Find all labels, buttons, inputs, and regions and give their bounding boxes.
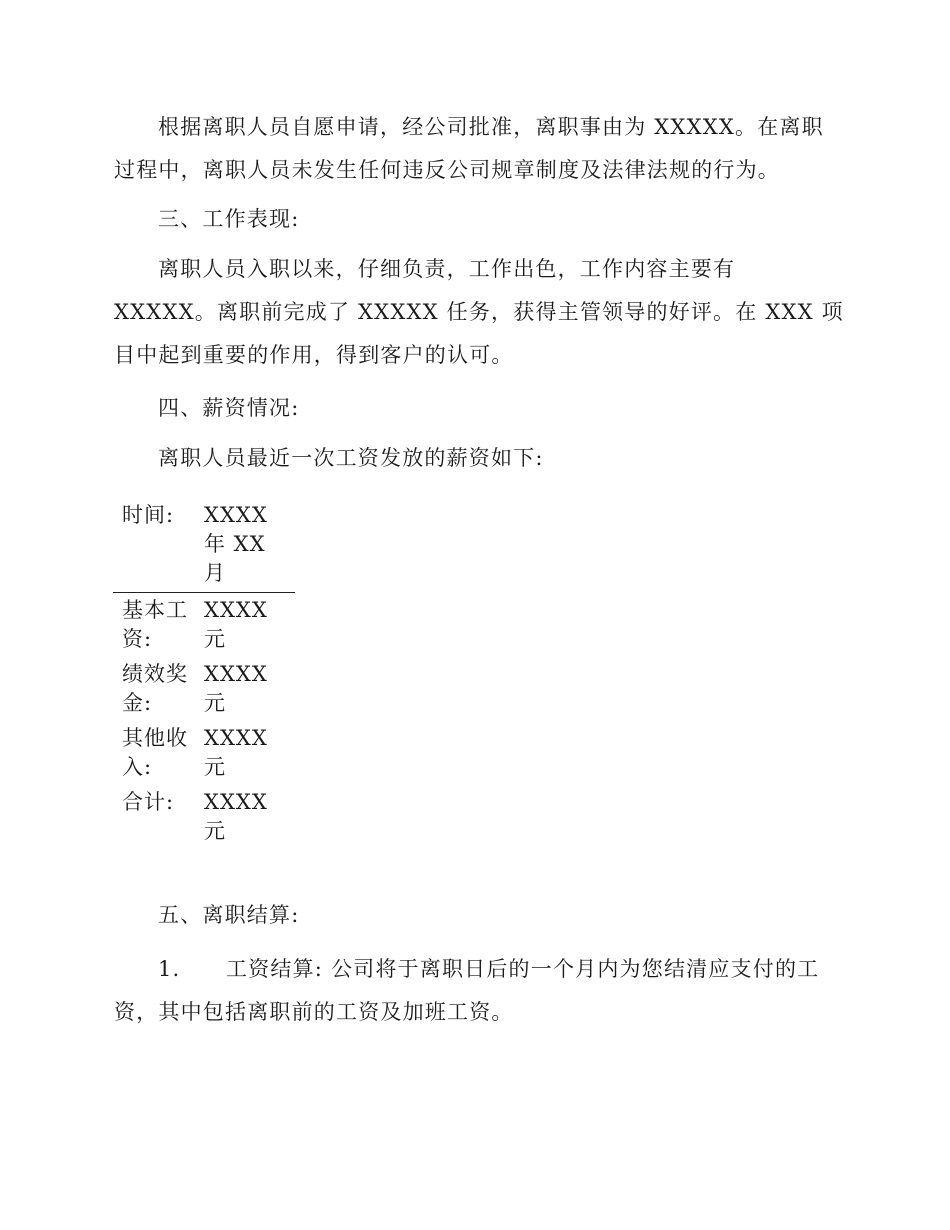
total-label: 合计:: [122, 790, 175, 814]
performance-bonus-label: 绩效奖金:: [122, 662, 188, 715]
salary-period-value: XXXX 年 XX 月: [202, 499, 295, 593]
salary-intro-paragraph: 离职人员最近一次工资发放的薪资如下:: [158, 446, 544, 470]
base-salary-label: 基本工资:: [122, 598, 188, 651]
salary-table-header-row: [113, 499, 295, 593]
salary-period-label: 时间:: [113, 499, 202, 593]
list-item-number: 1.: [158, 957, 181, 981]
table-row: [113, 593, 295, 658]
total-value: XXXX 元: [204, 790, 268, 843]
settlement-list-item: [114, 948, 844, 1034]
other-income-value: XXXX 元: [204, 726, 268, 779]
section-heading-work-performance: 三、工作表现:: [158, 207, 300, 231]
table-row: [113, 721, 295, 785]
table-row: [113, 785, 295, 849]
base-salary-value: XXXX 元: [204, 598, 268, 651]
performance-bonus-value: XXXX 元: [204, 662, 268, 715]
settlement-item-text: 工资结算: 公司将于离职日后的一个月内为您结清应支付的工资，其中包括离职前的工资及加班工资。: [114, 957, 820, 1024]
table-row: [113, 657, 295, 721]
section-heading-settlement: 五、离职结算:: [158, 903, 300, 927]
other-income-label: 其他收入:: [122, 726, 188, 779]
resignation-reason-paragraph: 根据离职人员自愿申请，经公司批准，离职事由为 XXXXX。在离职过程中，离职人员未发生任何违反公司规章制度及法律法规的行为。: [114, 115, 824, 182]
section-heading-salary: 四、薪资情况:: [158, 396, 300, 420]
work-performance-paragraph: 离职人员入职以来，仔细负责，工作出色，工作内容主要有 XXXXX。离职前完成了 XXXXX 任务，获得主管领导的好评。在 XXX 项目中起到重要的作用，得到客户的认可。: [114, 257, 844, 367]
salary-table: [113, 499, 295, 849]
